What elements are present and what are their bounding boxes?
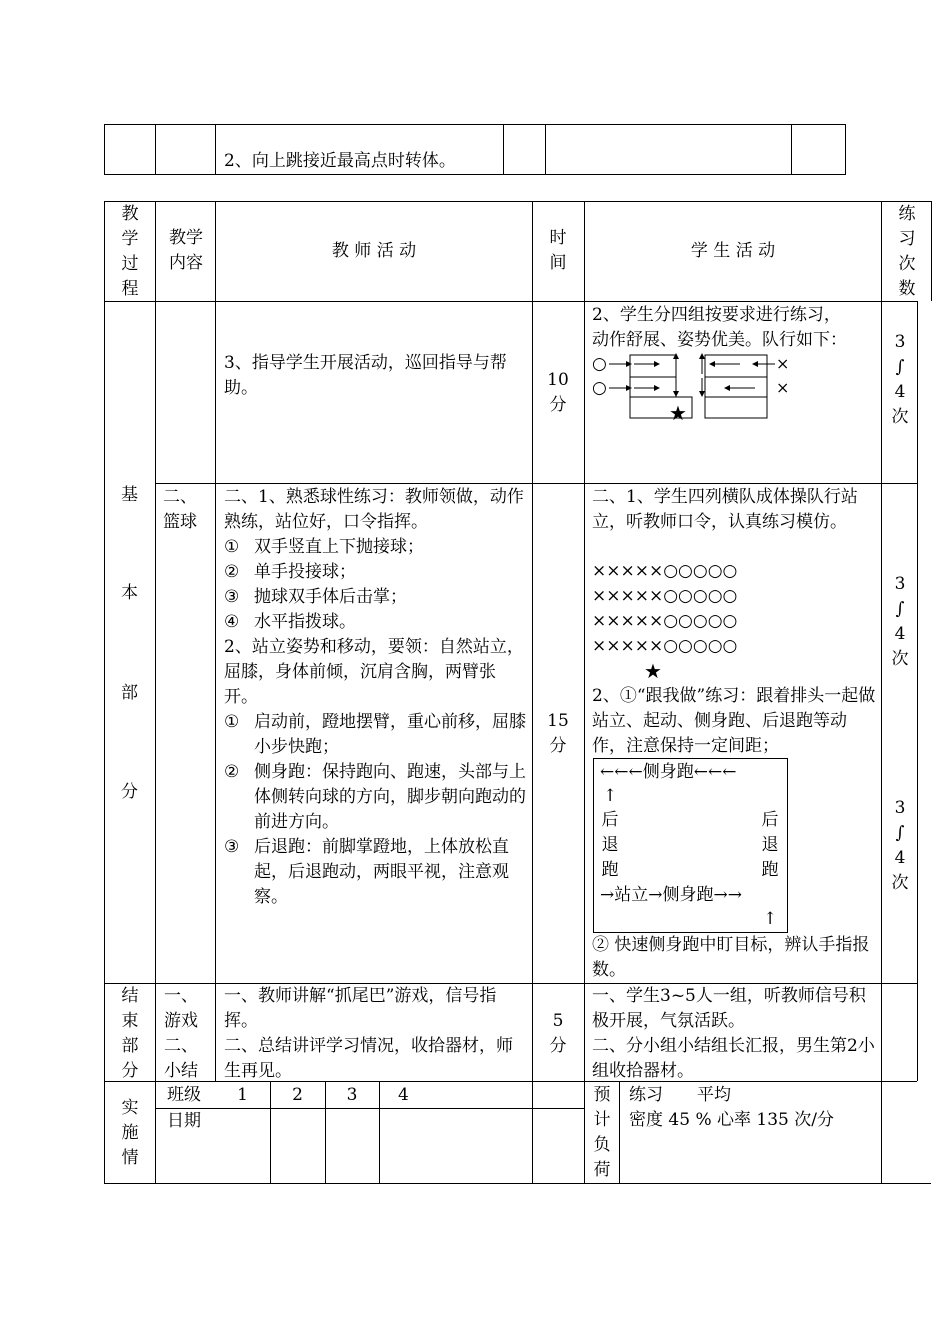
header-process: 教 学 过 程 [121,204,139,299]
average-label: 平均 [697,1085,731,1105]
row1-circle: ○ [592,378,607,398]
row1-student-line: 动作舒展、姿势优美。队行如下： [592,330,847,350]
row2-teacher [224,485,526,910]
section-basic-char: 部 [121,683,138,703]
class-label: 班级 [167,1085,201,1105]
row2-time: 15 分 [547,711,569,756]
row2-teacher-intro: 二、1、熟悉球性练习：教师领做，动作熟练，站位好，口令指挥。 [224,487,524,532]
load-col-divider [619,1081,620,1183]
row2-count: 3 ∫ 4 次 [891,798,909,893]
class-number: 1 [237,1085,248,1105]
col-divider [584,201,585,1183]
section-basic-char: 分 [121,782,138,802]
diagram-top: ←←←侧身跑←←← [600,762,737,782]
col-divider [931,201,932,301]
section-basic-char: 本 [121,583,138,603]
star-icon: ★ [644,659,662,683]
class-col-divider [379,1081,380,1183]
top-row-text: 2、向上跳接近最高点时转体。 [224,151,456,171]
row2-teacher-list2 [224,710,526,910]
practice-label: 练习 [629,1085,663,1105]
header-student: 学 生 活 动 [690,241,776,261]
row1-star: ★ [669,401,687,424]
table-border-top [104,201,931,202]
class-number: 2 [292,1085,303,1105]
top-col-divider [155,124,156,175]
class-number: 3 [346,1085,358,1105]
row1-student-line: 2、学生分四组按要求进行练习， [592,305,841,325]
date-label: 日期 [167,1111,201,1131]
diagram-left: 后 退 跑 [601,810,619,880]
diagram-bottom-arrow: ↑ [763,909,778,929]
formation-line: ×××××○○○○○ [592,586,738,606]
density-line: 密度 45 % 心率 135 次/分 [629,1110,834,1130]
diagram-up-arrow: ↑ [603,786,618,806]
list-item: ② 单手投接球； [224,562,356,582]
row2-teacher-mid: 2、站立姿势和移动，要领：自然站立，屈膝，身体前倾，沉肩含胸，两臂张开。 [224,637,524,707]
row3-student: 一、学生3~5人一组，听教师信号积极开展，气氛活跃。 二、分小组小结组长汇报，男生第2小组收拾器材。 [592,986,875,1081]
diagram-bottom: →站立→侧身跑→→ [600,885,742,905]
row1-cross: × [776,378,790,397]
load-label: 预 计 负 荷 [593,1085,611,1180]
header-count: 练 习 次 数 [898,204,916,299]
top-col-divider [503,124,504,175]
list-item: ③ 后退跑：前脚掌蹬地，上体放松直起，后退跑动，两眼平视，注意观察。 [224,837,509,907]
formation-line: ×××××○○○○○ [592,611,738,631]
header-teacher: 教 师 活 动 [331,241,417,261]
row1-circle: ○ [592,354,607,374]
row-divider [104,301,917,302]
row3-content: 一、 游戏 二、 小结 [164,986,198,1081]
header-content: 教学 内容 [169,228,203,273]
row1-cross: × [776,354,790,373]
row2-student-end: ② 快速侧身跑中盯目标，辨认手指报数。 [592,935,870,980]
row2-content: 二、 篮球 [163,487,197,532]
row3-teacher: 一、教师讲解“抓尾巴”游戏，信号指挥。 二、总结讲评学习情况，收拾器材，师生再见。 [224,986,513,1081]
row2-teacher-list1 [224,535,526,635]
row1-count: 3 ∫ 4 次 [891,332,909,427]
list-item: ① 双手竖直上下抛接球； [224,537,424,557]
row2-student-intro: 二、1、学生四列横队成体操队行站立，听教师口令，认真练习模仿。 [592,487,858,532]
row2-count: 3 ∫ 4 次 [891,574,909,669]
list-item: ④ 水平指拨球。 [224,612,356,632]
top-col-divider [545,124,546,175]
class-number: 4 [398,1085,409,1105]
row2-student-mid: 2、①“跟我做”练习：跟着排头一起做站立、起动、侧身跑、后退跑等动作，注意保持一定间距； [592,686,876,756]
list-item: ① 启动前，蹬地摆臂，重心前移，屈膝小步快跑； [224,712,526,757]
header-time: 时 间 [549,228,567,273]
col-divider [532,201,533,1183]
top-col-divider [215,124,216,175]
list-item: ② 侧身跑：保持跑向、跑速，头部与上体侧转向球的方向，脚步朝向跑动的前进方向。 [224,762,526,832]
table-border-bottom [104,1183,931,1184]
row1-teacher: 3、指导学生开展活动，巡回指导与帮助。 [224,353,507,398]
formation-line: ×××××○○○○○ [592,561,738,581]
list-item: ③ 抛球双手体后击掌； [224,587,407,607]
section-end: 结 束 部 分 [121,986,139,1081]
top-col-divider [791,124,792,175]
row1-time: 10 分 [547,370,569,415]
section-implement: 实 施 情 [121,1098,139,1168]
col-divider [155,201,156,1183]
col-divider [215,201,216,1081]
row-divider [155,1108,584,1109]
diagram-right: 后 退 跑 [761,810,779,880]
row1-formation-diagram [590,352,800,424]
table-border-left [104,201,105,1183]
row-divider [155,483,917,484]
formation-line: ×××××○○○○○ [592,636,738,656]
section-basic-char: 基 [121,485,138,505]
row3-time: 5 分 [549,1011,567,1056]
